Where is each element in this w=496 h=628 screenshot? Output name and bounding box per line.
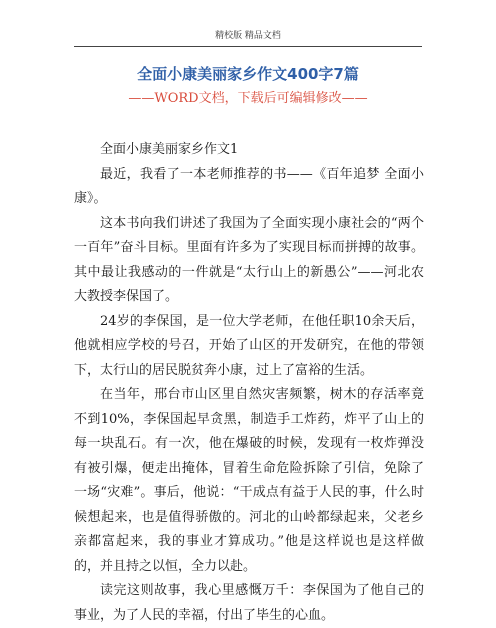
document-body [74,138,424,628]
paragraph: 在当年，邢台市山区里自然灾害频繁，树木的存活率竟不到10%，李保国起早贪黑，制造手工炸药，炸平了山上的每一块乱石。有一次，他在爆破的时候，发现有一枚炸弹没有被引爆，便走出掩体，冒着生命危险拆除了引信，免除了一场“灾难”。事后，他说：“干成点有益于人民的事，什么时候想起来，也是值得骄傲的。河北的山岭都绿起来，父老乡亲都富起来，我的事业才算成功。”他是这样说也是这样做的，并且持之以恒，全力以赴。 [74,387,424,574]
paragraph: 24岁的李保国，是一位大学老师，在他任职10余天后，他就相应学校的号召，开始了山区的开发研究，在他的带领下，太行山的居民脱贫奔小康，过上了富裕的生活。 [74,313,424,378]
paragraph: 读完这则故事，我心里感慨万千：李保国为了他自己的事业，为了人民的幸福，付出了毕生的心血。 [74,583,424,623]
header-text: 精校版 精品文档 [215,31,281,41]
document-subtitle: ——WORD文档，下载后可编辑修改—— [128,91,368,106]
document-header [74,28,422,47]
essay-heading: 全面小康美丽家乡作文1 [100,142,239,157]
paragraph: 最近，我看了一本老师推荐的书——《百年追梦 全面小康》。 [74,166,424,206]
paragraph: 这本书向我们讲述了我国为了全面实现小康社会的“两个一百年”奋斗目标。里面有许多为了实现目标而拼搏的故事。其中最让我感动的一件就是“太行山上的新愚公”——河北农大教授李保国了。 [74,215,424,304]
document-title: 全面小康美丽家乡作文400字7篇 [137,65,359,83]
